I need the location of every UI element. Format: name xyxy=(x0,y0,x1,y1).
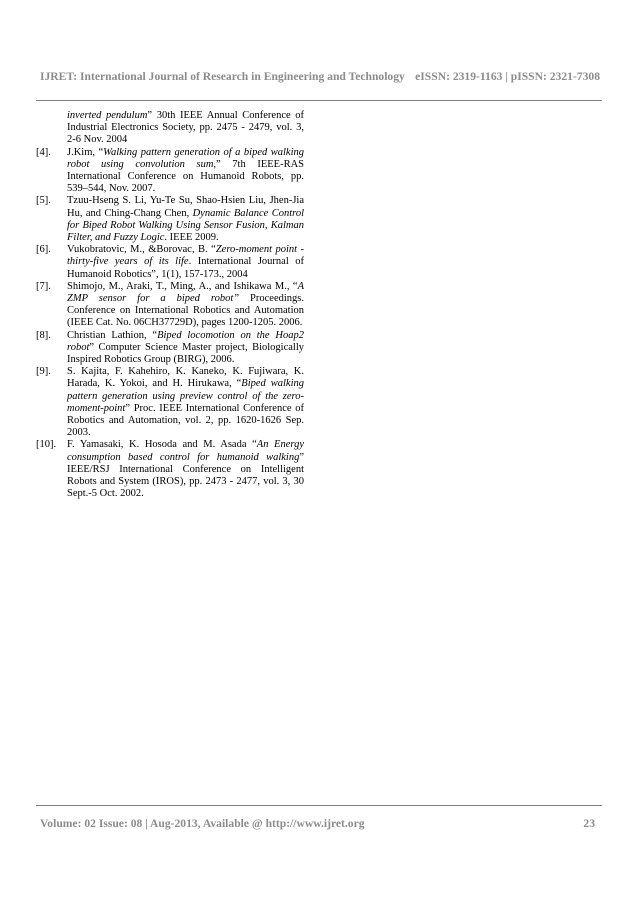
reference-number: [6]. xyxy=(36,244,51,256)
reference-item xyxy=(36,281,304,330)
reference-item xyxy=(36,110,304,147)
reference-text: Vukobratovic, M., &Borovac, B. “ xyxy=(67,244,216,256)
reference-title: An Energy consumption based control for humanoid walking xyxy=(67,439,304,463)
reference-title: Biped locomotion on the Hoap2 robot xyxy=(67,329,304,353)
issn-info: eISSN: 2319-1163 | pISSN: 2321-7308 xyxy=(415,70,600,83)
reference-list xyxy=(36,110,304,501)
footer-divider xyxy=(36,805,602,806)
reference-text: Proceedings. Conference on International Robotics and Automation (IEEE Cat. No. 06CH37729D), pages 1200-1205. 2006. xyxy=(67,293,305,329)
reference-number: [4]. xyxy=(36,146,51,158)
reference-number: [7]. xyxy=(36,280,51,292)
reference-text: . International Journal of Humanoid Robotics”, 1(1), 157-173., 2004 xyxy=(67,256,304,280)
reference-text: Tzuu-Hseng S. Li, Yu-Te Su, Shao-Hsien Liu, Jhen-Jia Hu, and Ching-Chang Chen, xyxy=(67,195,304,219)
journal-title: IJRET: International Journal of Research in Engineering and Technology xyxy=(40,70,405,83)
reference-text: . IEEE 2009. xyxy=(164,232,219,244)
reference-text: ” 30th IEEE Annual Conference of Industrial Electronics Society, pp. 2475 - 2479, vol. 3, 2-6 Nov. 2004 xyxy=(67,110,304,146)
reference-text: ” 7th IEEE-RAS International Conference on Humanoid Robots, pp. 539–544, Nov. 2007. xyxy=(67,158,304,195)
reference-title: A ZMP sensor for a biped robot” xyxy=(67,280,304,305)
reference-item xyxy=(36,244,304,281)
reference-item xyxy=(36,195,304,244)
reference-text: Christian Lathion, “ xyxy=(67,329,158,341)
reference-text: ” IEEE/RSJ International Conference on Intelligent Robots and System (IROS), pp. 2473 - 2477, vol. 3, 30 Sept.-5 Oct. 2002. xyxy=(67,451,304,500)
reference-item xyxy=(36,366,304,439)
reference-text: ” Computer Science Master project, Biologically Inspired Robotics Group (BIRG), 2006. xyxy=(67,341,304,366)
reference-item xyxy=(36,147,304,196)
page-header xyxy=(40,70,600,83)
reference-number: [9]. xyxy=(36,366,51,378)
page-number: 23 xyxy=(583,817,595,830)
reference-title: Dynamic Balance Control for Biped Robot Walking Using Sensor Fusion, Kalman Filter, and Fuzzy Logic xyxy=(67,207,304,244)
header-divider xyxy=(36,100,602,101)
volume-info: Volume: 02 Issue: 08 | Aug-2013, Available @ http://www.ijret.org xyxy=(40,817,365,830)
reference-number: [5]. xyxy=(36,195,51,207)
reference-title: Walking pattern generation of a biped walking robot using convolution sum, xyxy=(67,146,305,170)
reference-text: Shimojo, M., Araki, T., Ming, A., and Ishikawa M., “ xyxy=(67,280,298,292)
reference-item xyxy=(36,439,304,500)
reference-text: S. Kajita, F. Kahehiro, K. Kaneko, K. Fujiwara, K. Harada, K. Yokoi, and H. Hirukawa, “ xyxy=(67,366,304,390)
reference-text: ” Proc. IEEE International Conference of Robotics and Automation, vol. 2, pp. 1620-1626 Sep. 2003. xyxy=(67,402,304,439)
reference-number: [10]. xyxy=(36,439,57,451)
page-footer xyxy=(40,817,595,830)
reference-number: [8]. xyxy=(36,329,51,341)
reference-item xyxy=(36,330,304,367)
reference-text: F. Yamasaki, K. Hosoda and M. Asada “ xyxy=(67,439,257,451)
reference-text: J.Kim, “ xyxy=(67,146,104,158)
reference-title: Zero-moment point - thirty-five years of its life xyxy=(67,244,304,268)
reference-title: Biped walking pattern generation using preview control of the zero-moment-point xyxy=(67,378,304,414)
reference-title: inverted pendulum xyxy=(67,110,148,121)
